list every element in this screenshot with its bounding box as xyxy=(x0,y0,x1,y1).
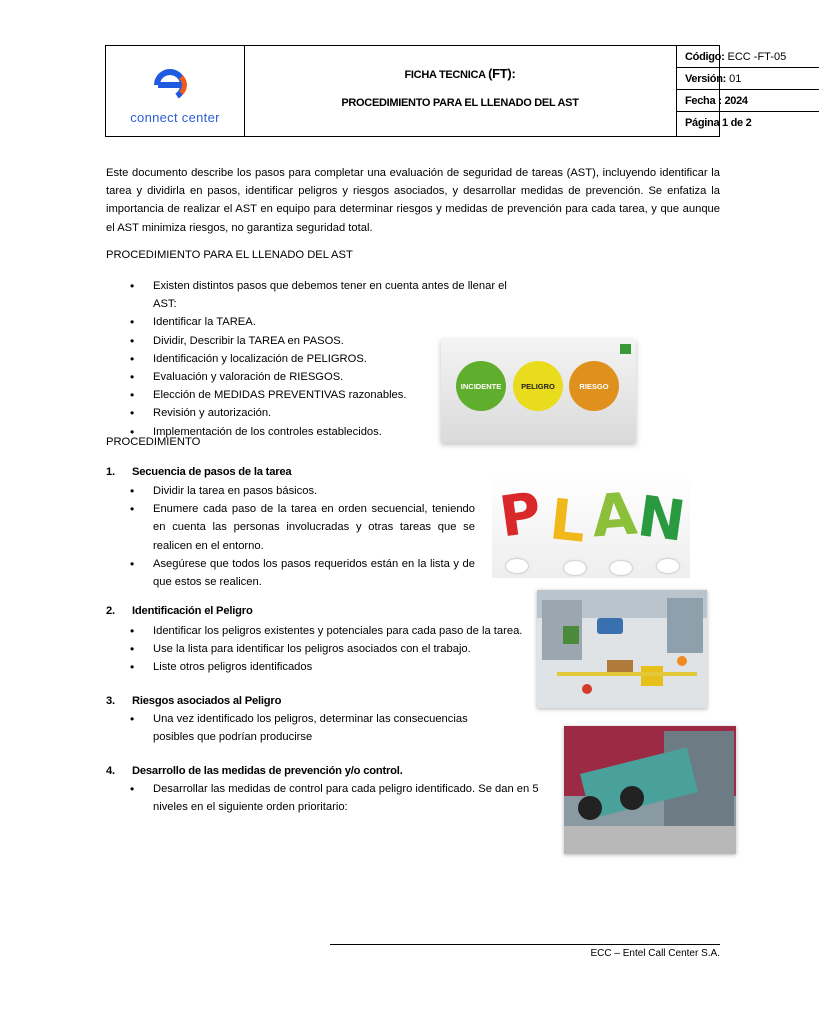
step-1-heading: 1. Secuencia de pasos de la tarea xyxy=(106,466,292,478)
risk-circles-image xyxy=(441,339,636,443)
step-2-list xyxy=(130,622,530,677)
fecha-row: Fecha : 2024 xyxy=(677,90,819,112)
list-item: • Liste otros peligros identificados xyxy=(130,658,530,676)
list-item: • Revisión y autorización. xyxy=(130,404,530,422)
list-item: • Use la lista para identificar los peligros asociados con el trabajo. xyxy=(130,640,530,658)
worker-icon xyxy=(582,684,592,694)
pagina-row: Página 1 de 2 xyxy=(685,117,752,129)
truck-icon xyxy=(597,618,623,634)
step-3-heading: 3. Riesgos asociados al Peligro xyxy=(106,695,282,707)
logo-text: connect center xyxy=(130,110,220,125)
riesgo-circle: RIESGO xyxy=(569,361,619,411)
list-item: • Una vez identificado los peligros, determinar las consecuencias posibles que podrían producirse xyxy=(130,710,510,746)
wheel-icon xyxy=(620,786,644,810)
peligro-circle: PELIGRO xyxy=(513,361,563,411)
list-item: • Implementación de los controles establecidos. xyxy=(130,423,530,441)
green-tag-icon xyxy=(620,344,631,354)
list-item: • Dividir la tarea en pasos básicos. xyxy=(130,482,475,500)
plan-letter-n: N xyxy=(633,484,690,555)
pallet-icon xyxy=(607,660,633,672)
step-2-heading: 2. Identificación el Peligro xyxy=(106,605,253,617)
figure-icon xyxy=(506,559,528,573)
list-item: • Asegúrese que todos los pasos requeridos están en la lista y de que estos se realicen. xyxy=(130,555,475,591)
title-cell xyxy=(244,46,677,136)
list-item: • Dividir, Describir la TAREA en PASOS. xyxy=(130,332,530,350)
forklift-icon xyxy=(641,666,663,686)
step-3-list xyxy=(130,710,510,746)
plan-letter-l: L xyxy=(546,487,589,556)
meta-cell xyxy=(677,46,819,136)
list-item: • Identificación y localización de PELIGROS. xyxy=(130,350,530,368)
warehouse-hazard-image xyxy=(537,590,707,708)
figure-icon xyxy=(657,559,679,573)
intro-paragraph: Este documento describe los pasos para completar una evaluación de seguridad de tareas (AST), incluyendo identificar la tarea y dividirla en pasos, identificar peligros y riesgos asociados, y desarrollar medidas de prevención. Se enfatiza la importancia de realizar el AST en equipo para determinar riesgos y medidas de prevención para cada tarea, y que aunque el AST minimiza riesgos, no garantiza seguridad total. xyxy=(106,167,720,234)
footer-text: ECC – Entel Call Center S.A. xyxy=(590,948,720,959)
wheel-icon xyxy=(578,796,602,820)
list-item: • Identificar la TAREA. xyxy=(130,313,530,331)
list-item: • Desarrollar las medidas de control para cada peligro identificado. Se dan en 5 niveles en el siguiente orden prioritario: xyxy=(130,780,550,816)
plan-image xyxy=(492,473,690,578)
step-4-list xyxy=(130,780,550,816)
list-item: • Identificar los peligros existentes y potenciales para cada paso de la tarea. xyxy=(130,622,530,640)
entel-logo-icon xyxy=(154,68,188,102)
procedure-title: PROCEDIMIENTO xyxy=(106,436,201,448)
section-title: PROCEDIMIENTO PARA EL LLENADO DEL AST xyxy=(106,249,353,261)
list-item: • Elección de MEDIDAS PREVENTIVAS razonables. xyxy=(130,386,530,404)
forklift-icon xyxy=(563,626,579,644)
step-1-list xyxy=(130,482,475,591)
logo-cell xyxy=(106,46,245,136)
worker-icon xyxy=(677,656,687,666)
plan-letter-p: P xyxy=(495,480,546,551)
header-table xyxy=(105,45,787,137)
incidente-circle: INCIDENTE xyxy=(456,361,506,411)
list-item: • Evaluación y valoración de RIESGOS. xyxy=(130,368,530,386)
list-item: • Enumere cada paso de la tarea en orden secuencial, teniendo en cuenta las personas involucradas y otras tareas que se realicen en el entorno. xyxy=(130,500,475,555)
doc-title: PROCEDIMIENTO PARA EL LLENADO DEL AST xyxy=(341,97,579,109)
footer-rule xyxy=(330,944,720,945)
plan-letter-a: A xyxy=(589,479,640,551)
codigo-row: Código: ECC -FT-05 xyxy=(677,46,819,68)
doc-type-title: FICHA TECNICA (FT): xyxy=(404,66,516,81)
version-row: Versión: 01 xyxy=(677,68,819,90)
figure-icon xyxy=(564,561,586,575)
figure-icon xyxy=(610,561,632,575)
step-4-heading: 4. Desarrollo de las medidas de prevención y/o control. xyxy=(106,765,403,777)
vehicle-accident-image xyxy=(564,726,736,854)
list-item: • Existen distintos pasos que debemos tener en cuenta antes de llenar el AST: xyxy=(130,277,530,313)
